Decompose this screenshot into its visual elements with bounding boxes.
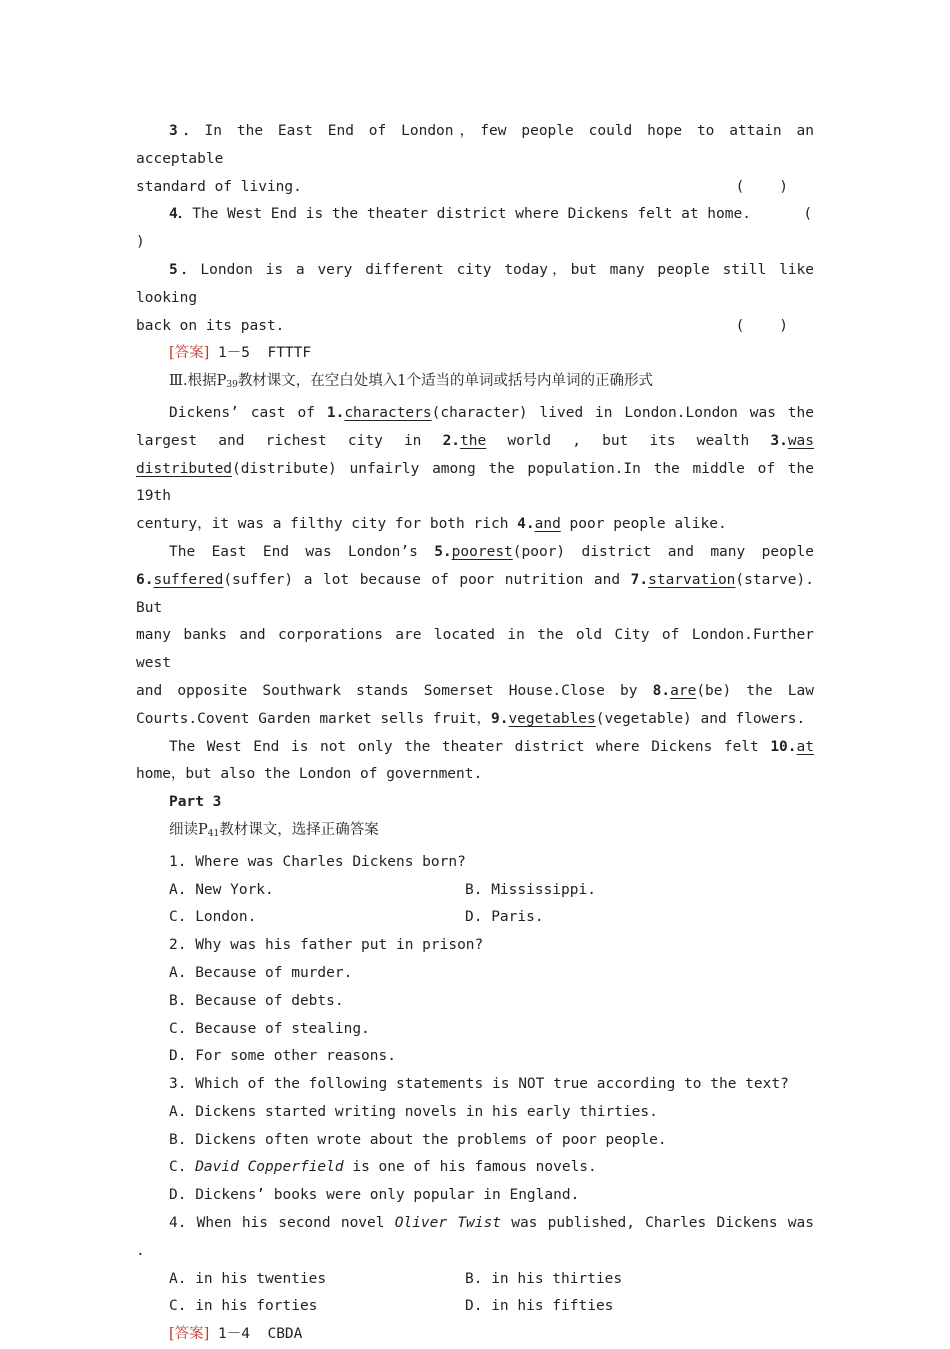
cloze-p1-line4: century，it was a filthy city for both rich 4.and poor people alike. [136, 516, 727, 533]
cloze-answer: at [796, 738, 814, 755]
question-4-options-row2 [136, 1293, 814, 1321]
answer-tag: [答案] [169, 1326, 210, 1343]
cloze-answer: characters [344, 404, 432, 421]
cloze-answer: distributed [136, 460, 233, 477]
question-4-options-row1 [136, 1266, 814, 1294]
tf-q4-line2: ) [136, 234, 145, 251]
question-2: 2. Why was his father put in prison? [169, 937, 484, 954]
cloze-p1-line1: Dickens’ cast of 1.characters(character) lived in London.London was the [169, 404, 814, 421]
cloze-answer: are [670, 682, 697, 699]
question-4-cont: . [136, 1242, 145, 1259]
answer-tag: [答案] [169, 345, 210, 362]
option: B. in his thirties [465, 1270, 623, 1287]
question-1-options-row1 [136, 877, 814, 905]
option: D. in his fifties [465, 1298, 614, 1315]
option: A. Dickens started writing novels in his early thirties. [169, 1103, 658, 1120]
cloze-p3-line1: The West End is not only the theater district where Dickens felt 10.at [169, 738, 814, 755]
option: D. Paris. [465, 909, 544, 926]
option: A. New York. [169, 881, 274, 898]
cloze-answer: and [534, 516, 561, 533]
cloze-answer: was [787, 432, 815, 449]
section3-heading: Ⅲ.根据$P_{39}$教材课文，在空白处填入1个适当的单词或括号内单词的正确形式 [169, 373, 654, 391]
option: C. in his forties [169, 1298, 318, 1315]
part3-answer: [答案] 1－4 CBDA [169, 1326, 303, 1343]
tf-q4-line1: 4．The West End is the theater district where Dickens felt at home. ( [169, 206, 813, 223]
cloze-p2-line4: and opposite Southwark stands Somerset House.Close by 8.are(be) the Law [136, 682, 814, 699]
tf-q3-line2: standard of living. ( ) [136, 174, 814, 202]
option: A. in his twenties [169, 1270, 327, 1287]
cloze-answer: suffered [153, 571, 224, 588]
part3-title: Part 3 [169, 794, 222, 811]
question-3: 3. Which of the following statements is NOT true according to the text? [169, 1076, 789, 1093]
option: D. Dickens’ books were only popular in England. [169, 1187, 580, 1204]
question-4: 4. When his second novel Oliver Twist was published, Charles Dickens was [169, 1215, 814, 1232]
tf-q3-line1: 3．In the East End of London，few people could hope to attain an acceptable [136, 123, 814, 167]
tf-answer: [答案] 1－5 FTTTF [169, 345, 312, 362]
part3-instruction: 细读$P_{41}$教材课文，选择正确答案 [169, 821, 379, 839]
cloze-answer: the [460, 432, 487, 449]
cloze-answer: vegetables [508, 710, 596, 727]
tf-q5-line2: back on its past. ( ) [136, 313, 814, 341]
cloze-p2-line1: The East End was London’s 5.poorest(poor) district and many people [169, 543, 814, 560]
question-1: 1. Where was Charles Dickens born? [169, 853, 466, 870]
option: C. David Copperfield is one of his famous novels. [169, 1159, 597, 1176]
cloze-p2-line2: 6.suffered(suffer) a lot because of poor nutrition and 7.starvation(starve). But [136, 571, 814, 616]
option: B. Mississippi. [465, 881, 596, 898]
option: B. Dickens often wrote about the problems of poor people. [169, 1131, 667, 1148]
cloze-p1-line3: distributed(distribute) unfairly among the population.In the middle of the 19th [136, 460, 814, 505]
book-title: Oliver Twist [394, 1215, 501, 1232]
cloze-p2-line3: many banks and corporations are located in the old City of London.Further west [136, 627, 814, 672]
answer-blank: ( ) [735, 178, 788, 195]
cloze-p1-line2: largest and richest city in 2.the world , but its wealth 3.was [136, 432, 815, 449]
cloze-answer: starvation [648, 571, 736, 588]
option: D. For some other reasons. [169, 1048, 396, 1065]
option: A. Because of murder. [169, 964, 353, 981]
option: C. Because of stealing. [169, 1020, 370, 1037]
book-title: David Copperfield [195, 1159, 344, 1176]
cloze-answer: poorest [451, 543, 513, 560]
question-1-options-row2 [136, 904, 814, 932]
tf-q5-line1: 5．London is a very different city today，but many people still like looking [136, 261, 814, 306]
option: B. Because of debts. [169, 992, 344, 1009]
document-page [136, 118, 814, 1349]
option: C. London. [169, 909, 257, 926]
answer-blank: ( ) [735, 317, 788, 334]
cloze-p2-line5: Courts.Covent Garden market sells fruit，9.vegetables(vegetable) and flowers. [136, 710, 806, 727]
cloze-p3-line2: home，but also the London of government. [136, 766, 483, 783]
